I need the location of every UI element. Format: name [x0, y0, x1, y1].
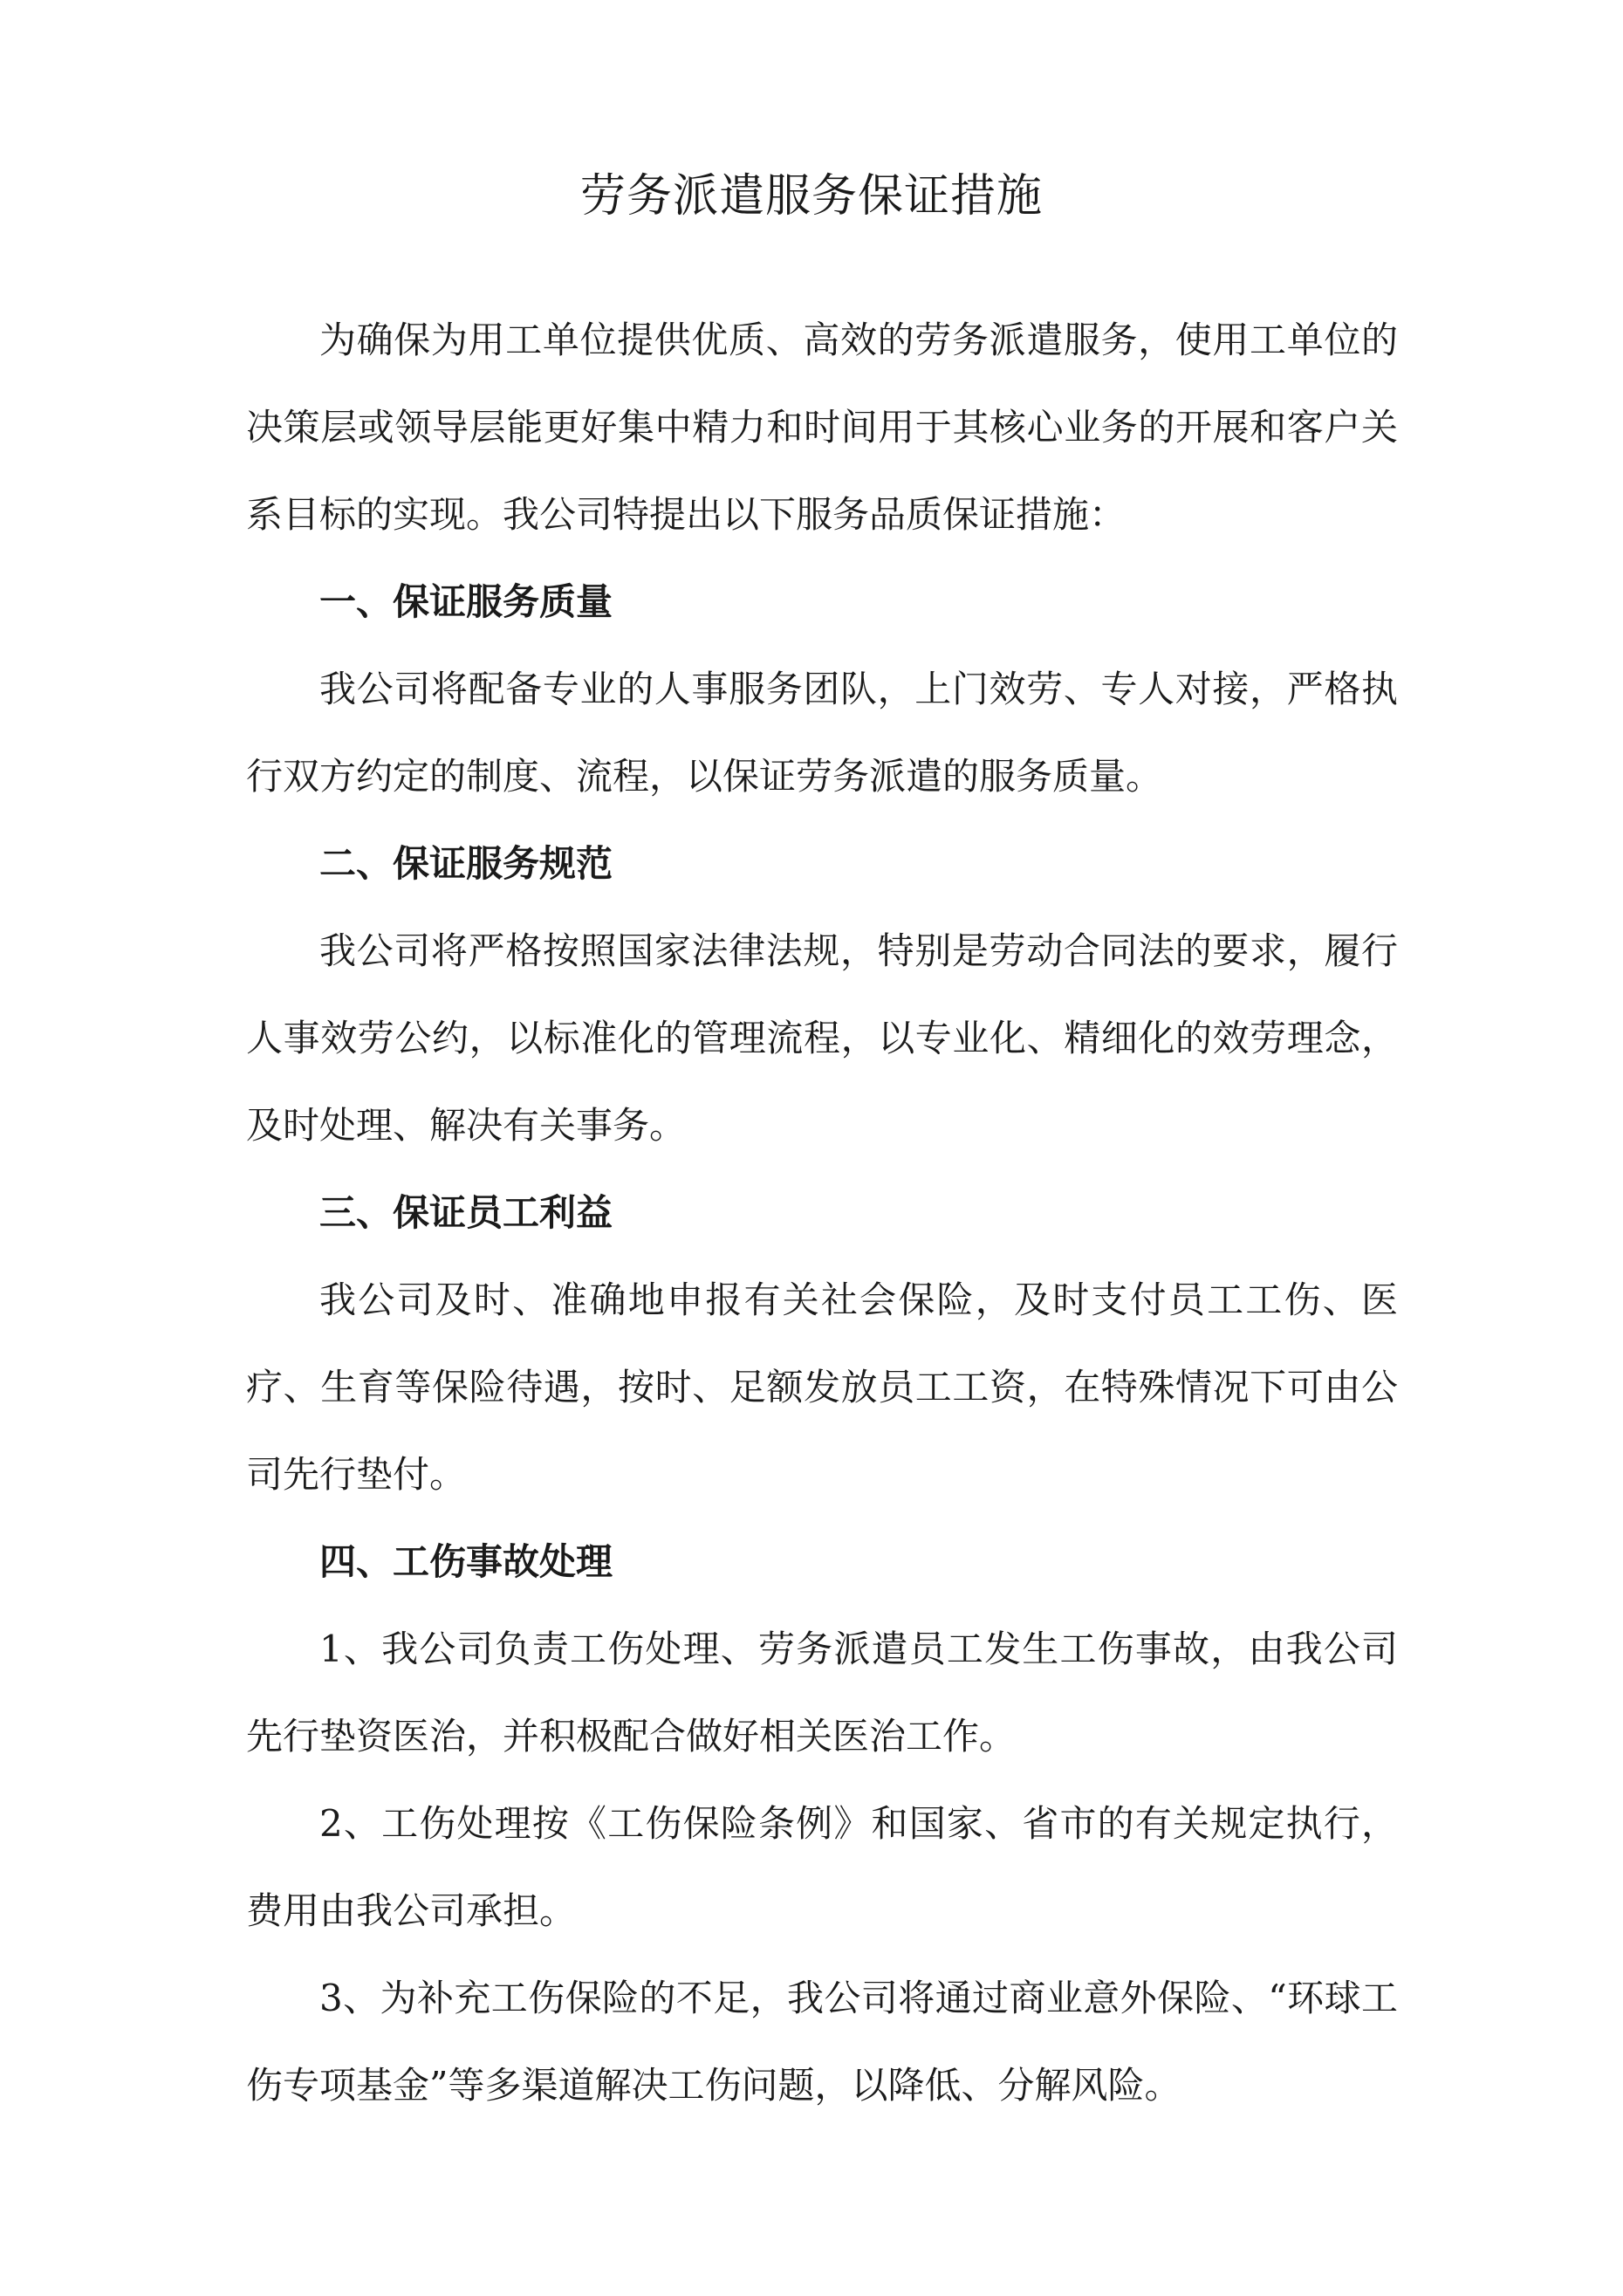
section-paragraph: 我公司及时、准确地申报有关社会保险，及时支付员工工伤、医疗、生育等保险待遇，按时、足额发放员工工资，在特殊情况下可由公司先行垫付。: [246, 1278, 1398, 1496]
document-title: 劳务派遣服务保证措施: [579, 170, 1043, 223]
section-heading-work-injury: 四、工伤事故处理: [319, 1540, 613, 1583]
intro-paragraph: 为确保为用工单位提供优质、高效的劳务派遣服务，使用工单位的决策层或领导层能更好集中精力和时间用于其核心业务的开展和客户关系目标的实现。我公司特提出以下服务品质保证措施：: [246, 319, 1398, 536]
section-heading-employee-benefits: 三、保证员工利益: [319, 1191, 613, 1234]
section-paragraph: 3、为补充工伤保险的不足，我公司将通过商业意外保险、“环球工伤专项基金”等多渠道解决工伤问题，以降低、分解风险。: [246, 1977, 1398, 2107]
section-heading-standards: 二、保证服务规范: [319, 842, 613, 885]
section-heading-quality: 一、保证服务质量: [319, 580, 613, 623]
section-paragraph: 我公司将配备专业的人事服务团队，上门效劳、专人对接，严格执行双方约定的制度、流程，以保证劳务派遣的服务质量。: [246, 668, 1398, 798]
section-paragraph: 2、工伤处理按《工伤保险条例》和国家、省市的有关规定执行，费用由我公司承担。: [246, 1802, 1398, 1932]
section-paragraph: 我公司将严格按照国家法律法规，特别是劳动合同法的要求，履行人事效劳公约，以标准化的管理流程，以专业化、精细化的效劳理念，及时处理、解决有关事务。: [246, 929, 1398, 1147]
section-paragraph: 1、我公司负责工伤处理、劳务派遣员工发生工伤事故，由我公司先行垫资医治，并积极配合做好相关医治工作。: [246, 1628, 1398, 1758]
document-body: [246, 297, 1398, 2129]
